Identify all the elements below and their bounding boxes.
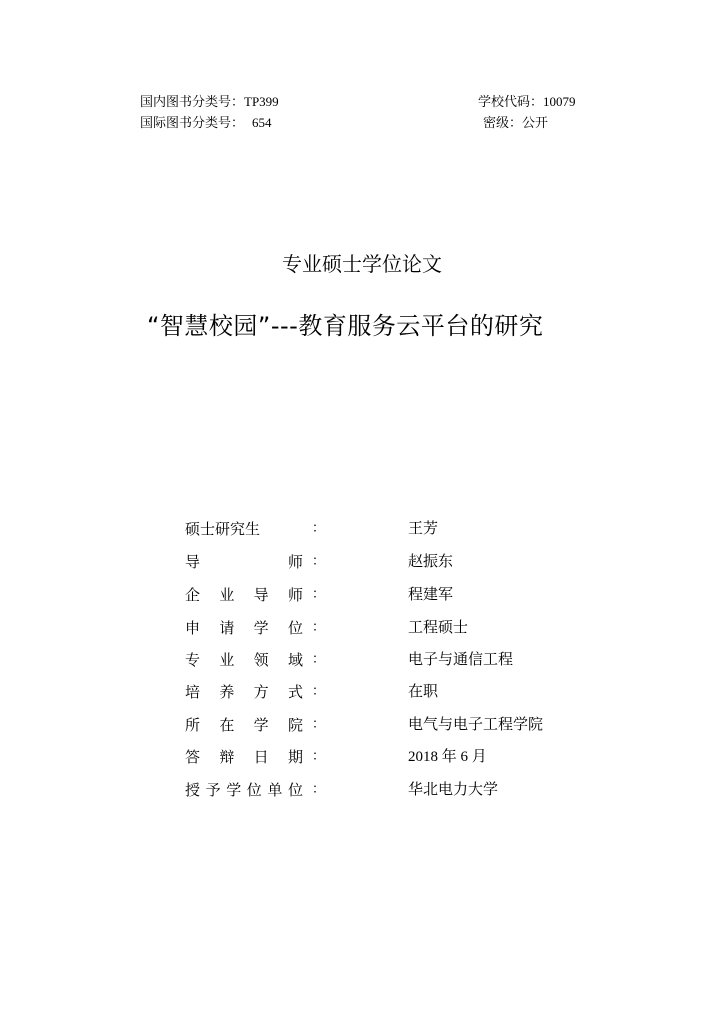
info-value-student: 王芳: [408, 521, 439, 537]
info-label-field: 专业领域: [185, 651, 303, 669]
info-label-student: 硕士研究生: [185, 520, 261, 538]
info-label-college: 所在学院: [185, 716, 303, 734]
info-row-college: [185, 714, 605, 736]
school-code-value: 10079: [543, 94, 576, 109]
international-classification-value: 654: [252, 115, 272, 130]
info-label-supervisor: 导师: [185, 553, 303, 571]
info-label-study-mode: 培养方式: [185, 683, 303, 701]
info-value-defense-date: 2018 年 6 月: [408, 749, 487, 765]
info-colon: ：: [312, 717, 326, 732]
info-row-study-mode: [185, 681, 605, 703]
info-colon: ：: [312, 554, 326, 569]
info-colon: ：: [312, 587, 326, 602]
degree-type-heading: 专业硕士学位论文: [282, 254, 442, 276]
info-colon: ：: [312, 782, 326, 797]
school-code: [478, 94, 576, 110]
info-row-supervisor: [185, 551, 605, 573]
info-label-enterprise-supervisor: 企业导师: [185, 586, 303, 604]
info-label-degree: 申请学位: [185, 619, 303, 637]
info-colon: ：: [312, 620, 326, 635]
info-row-granting-institution: [185, 779, 605, 801]
info-row-defense-date: [185, 746, 605, 768]
info-row-degree: [185, 617, 605, 639]
info-label-granting-institution: 授予学位单位: [185, 781, 303, 799]
international-classification: [140, 115, 272, 131]
international-classification-label: 国际图书分类号：: [140, 115, 245, 130]
domestic-classification-label: 国内图书分类号：: [140, 94, 245, 109]
info-row-student: [185, 518, 605, 540]
info-value-degree: 工程硕士: [408, 620, 469, 636]
info-value-enterprise-supervisor: 程建军: [408, 587, 454, 603]
info-row-enterprise-supervisor: [185, 584, 605, 606]
info-value-study-mode: 在职: [408, 684, 439, 700]
school-code-label: 学校代码：: [478, 94, 544, 109]
domestic-classification: [140, 94, 279, 110]
info-value-supervisor: 赵振东: [408, 554, 454, 570]
info-value-granting-institution: 华北电力大学: [408, 782, 499, 798]
info-colon: ：: [312, 749, 326, 764]
info-row-field: [185, 649, 605, 671]
thesis-title: “智慧校园”---教育服务云平台的研究: [147, 312, 544, 340]
secrecy-level-label: 密级：: [483, 115, 523, 130]
secrecy-level-value: 公开: [522, 115, 549, 130]
info-value-field: 电子与通信工程: [408, 652, 514, 668]
info-value-college: 电气与电子工程学院: [408, 717, 544, 733]
info-label-defense-date: 答辩日期: [185, 748, 303, 766]
secrecy-level: [483, 115, 548, 131]
info-colon: ：: [312, 684, 326, 699]
domestic-classification-value: TP399: [244, 94, 279, 109]
info-colon: ：: [312, 652, 326, 667]
info-colon: ：: [312, 521, 326, 536]
